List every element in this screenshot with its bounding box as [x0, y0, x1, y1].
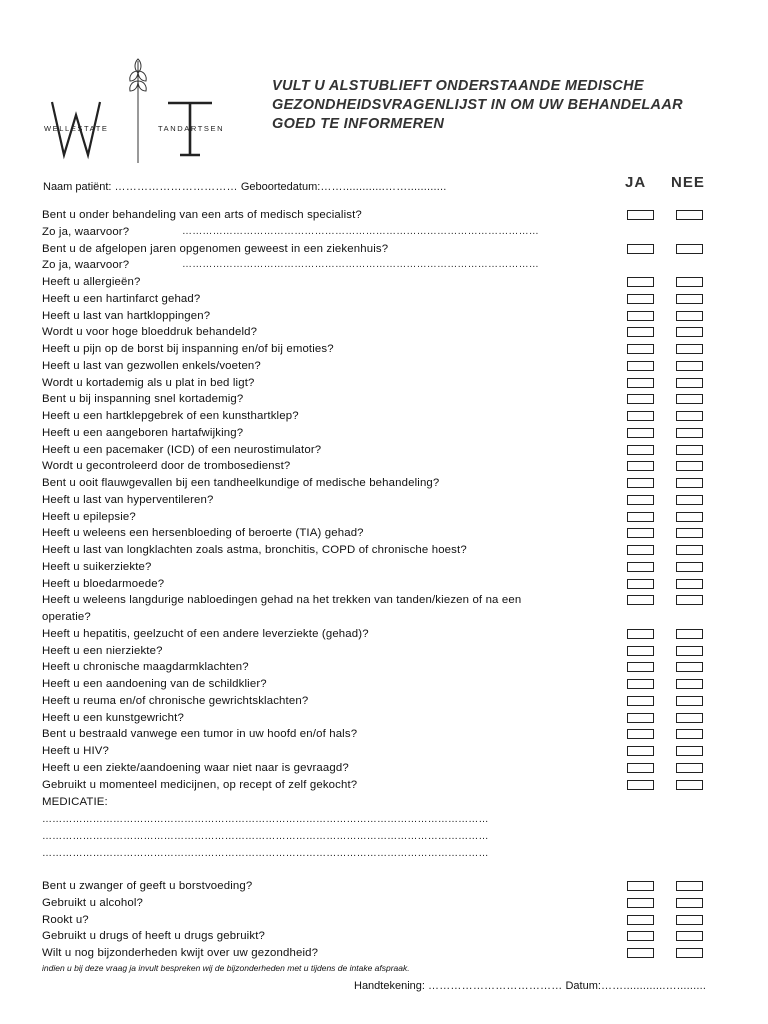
- question-text: Heeft u weleens langdurige nabloedingen gehad na het trekken van tanden/kiezen of na een: [42, 594, 522, 607]
- question-text: Heeft u chronische maagdarmklachten?: [42, 661, 249, 674]
- checkbox-nee[interactable]: [676, 898, 703, 908]
- checkbox-ja[interactable]: [627, 478, 654, 488]
- medication-label: MEDICATIE:: [42, 796, 108, 808]
- checkbox-ja[interactable]: [627, 244, 654, 254]
- question-text: Heeft u reuma en/of chronische gewrichtsklachten?: [42, 694, 309, 707]
- checkbox-nee[interactable]: [676, 746, 703, 756]
- checkbox-ja[interactable]: [627, 948, 654, 958]
- checkbox-ja[interactable]: [627, 629, 654, 639]
- checkbox-nee[interactable]: [676, 662, 703, 672]
- checkbox-nee[interactable]: [676, 277, 703, 287]
- checkbox-nee[interactable]: [676, 545, 703, 555]
- checkbox-nee[interactable]: [676, 461, 703, 471]
- checkbox-nee[interactable]: [676, 361, 703, 371]
- question-text: Bent u zwanger of geeft u borstvoeding?: [42, 880, 253, 892]
- question-text: Heeft u epilepsie?: [42, 510, 136, 523]
- form-heading: [272, 77, 742, 134]
- intake-note: indien u bij deze vraag ja invult bespreken wij de bijzonderheden met u tijdens de intake afspraak.: [42, 963, 410, 973]
- question-text: Heeft u HIV?: [42, 745, 110, 757]
- question-text: Bent u onder behandeling van een arts of medisch specialist?: [42, 209, 362, 221]
- question-text: Wilt u nog bijzonderheden kwijt over uw gezondheid?: [42, 947, 319, 960]
- clinic-logo: [40, 55, 250, 170]
- question-text: Heeft u suikerziekte?: [42, 560, 152, 573]
- dob-field[interactable]: …….............……............: [320, 181, 447, 193]
- checkbox-nee[interactable]: [676, 931, 703, 941]
- question-text: Zo ja, waarvoor? ……………………………………………………………………………………………: [42, 259, 539, 272]
- checkbox-ja[interactable]: [627, 361, 654, 371]
- checkbox-ja[interactable]: [627, 428, 654, 438]
- checkbox-nee[interactable]: [676, 512, 703, 522]
- checkbox-ja[interactable]: [627, 277, 654, 287]
- checkbox-nee[interactable]: [676, 713, 703, 723]
- checkbox-nee[interactable]: [676, 881, 703, 891]
- question-text: Heeft u weleens een hersenbloeding of beroerte (TIA) gehad?: [42, 527, 364, 540]
- checkbox-ja[interactable]: [627, 746, 654, 756]
- question-text: Bent u bestraald vanwege een tumor in uw hoofd en/of hals?: [42, 728, 358, 741]
- checkbox-nee[interactable]: [676, 729, 703, 739]
- checkbox-ja[interactable]: [627, 679, 654, 689]
- question-text: Wordt u gecontroleerd door de trombosedienst?: [42, 460, 291, 473]
- question-text: Heeft u een aandoening van de schildklier?: [42, 678, 267, 690]
- logo-left-word: WELLESTATE: [44, 124, 109, 133]
- question-text: Heeft u allergieën?: [42, 276, 141, 288]
- logo-right-word: TANDARTSEN: [158, 124, 225, 133]
- checkbox-ja[interactable]: [627, 931, 654, 941]
- checkbox-ja[interactable]: [627, 411, 654, 421]
- question-text: Gebruikt u momenteel medicijnen, op recept of zelf gekocht?: [42, 778, 358, 791]
- checkbox-ja[interactable]: [627, 662, 654, 672]
- patient-line: [43, 180, 447, 194]
- checkbox-nee[interactable]: [676, 244, 703, 254]
- checkbox-nee[interactable]: [676, 445, 703, 455]
- date-label: Datum:: [565, 980, 601, 992]
- checkbox-ja[interactable]: [627, 327, 654, 337]
- checkbox-nee[interactable]: [676, 763, 703, 773]
- checkbox-nee[interactable]: [676, 210, 703, 220]
- checkbox-nee[interactable]: [676, 411, 703, 421]
- checkbox-ja[interactable]: [627, 545, 654, 555]
- checkbox-nee[interactable]: [676, 327, 703, 337]
- checkbox-ja[interactable]: [627, 294, 654, 304]
- heading-line-3: GOED TE INFORMEREN: [272, 116, 445, 132]
- checkbox-nee[interactable]: [676, 948, 703, 958]
- checkbox-ja[interactable]: [627, 394, 654, 404]
- checkbox-nee[interactable]: [676, 646, 703, 656]
- checkbox-ja[interactable]: [627, 210, 654, 220]
- question-text: Heeft u een nierziekte?: [42, 644, 163, 657]
- question-text: Heeft u een pacemaker (ICD) of een neurostimulator?: [42, 443, 322, 456]
- question-text: operatie?: [42, 611, 91, 623]
- checkbox-nee[interactable]: [676, 344, 703, 354]
- checkbox-ja[interactable]: [627, 512, 654, 522]
- question-text: Zo ja, waarvoor? ……………………………………………………………………………………………: [42, 225, 539, 238]
- checkbox-ja[interactable]: [627, 528, 654, 538]
- question-text: Gebruikt u alcohol?: [42, 896, 143, 909]
- question-text: Heeft u een kunstgewricht?: [42, 711, 184, 724]
- checkbox-nee[interactable]: [676, 595, 703, 605]
- question-text: Heeft u pijn op de borst bij inspanning en/of bij emoties?: [42, 343, 334, 355]
- signature-field[interactable]: ………………………………: [428, 980, 563, 992]
- checkbox-ja[interactable]: [627, 763, 654, 773]
- heading-line-2: GEZONDHEIDSVRAGENLIJST IN OM UW BEHANDELAAR: [272, 97, 683, 113]
- checkbox-ja[interactable]: [627, 898, 654, 908]
- checkbox-ja[interactable]: [627, 344, 654, 354]
- question-text: Bent u de afgelopen jaren opgenomen geweest in een ziekenhuis?: [42, 242, 389, 255]
- answer-field[interactable]: ……………………………………………………………………………………………: [182, 225, 539, 237]
- question-text: Bent u ooit flauwgevallen bij een tandheelkundige of medische behandeling?: [42, 477, 440, 489]
- signature-label: Handtekening:: [354, 980, 425, 992]
- checkbox-ja[interactable]: [627, 646, 654, 656]
- date-field[interactable]: …….............….........: [600, 980, 707, 992]
- checkbox-ja[interactable]: [627, 780, 654, 790]
- checkbox-ja[interactable]: [627, 378, 654, 388]
- name-label: Naam patiënt:: [43, 181, 112, 193]
- medication-line-3[interactable]: ……………………………………………………………………………………………………………………: [42, 848, 489, 859]
- question-text: Heeft u bloedarmoede?: [42, 577, 165, 590]
- question-text: Gebruikt u drugs of heeft u drugs gebruikt?: [42, 930, 265, 943]
- column-ja: JA: [625, 174, 647, 191]
- checkbox-ja[interactable]: [627, 729, 654, 739]
- checkbox-nee[interactable]: [676, 696, 703, 706]
- checkbox-nee[interactable]: [676, 394, 703, 404]
- checkbox-nee[interactable]: [676, 378, 703, 388]
- checkbox-ja[interactable]: [627, 461, 654, 471]
- wheat-logo-icon: [40, 55, 250, 170]
- heading-line-1: VULT U ALSTUBLIEFT ONDERSTAANDE MEDISCHE: [272, 78, 644, 94]
- checkbox-ja[interactable]: [627, 311, 654, 321]
- checkbox-ja[interactable]: [627, 713, 654, 723]
- question-text: Heeft u hepatitis, geelzucht of een andere leverziekte (gehad)?: [42, 627, 369, 640]
- question-text: Heeft u een hartinfarct gehad?: [42, 292, 201, 305]
- question-text: Wordt u voor hoge bloeddruk behandeld?: [42, 326, 258, 339]
- question-text: Heeft u last van hartkloppingen?: [42, 309, 211, 322]
- question-text: Bent u bij inspanning snel kortademig?: [42, 393, 244, 406]
- checkbox-nee[interactable]: [676, 428, 703, 438]
- question-text: Heeft u last van longklachten zoals astma, bronchitis, COPD of chronische hoest?: [42, 544, 467, 556]
- checkbox-nee[interactable]: [676, 528, 703, 538]
- checkbox-nee[interactable]: [676, 311, 703, 321]
- checkbox-ja[interactable]: [627, 562, 654, 572]
- checkbox-nee[interactable]: [676, 629, 703, 639]
- checkbox-nee[interactable]: [676, 579, 703, 589]
- dob-label: Geboortedatum:: [240, 181, 321, 193]
- question-text: Heeft u een aangeboren hartafwijking?: [42, 426, 244, 439]
- question-text: Heeft u een hartklepgebrek of een kunsthartklep?: [42, 410, 299, 422]
- checkbox-ja[interactable]: [627, 579, 654, 589]
- checkbox-ja[interactable]: [627, 915, 654, 925]
- checkbox-nee[interactable]: [676, 294, 703, 304]
- checkbox-nee[interactable]: [676, 562, 703, 572]
- checkbox-nee[interactable]: [676, 478, 703, 488]
- question-text: Heeft u een ziekte/aandoening waar niet naar is gevraagd?: [42, 761, 349, 774]
- column-nee: NEE: [671, 174, 705, 191]
- signature-line: [354, 980, 706, 992]
- question-text: Heeft u last van hyperventileren?: [42, 493, 214, 506]
- checkbox-nee[interactable]: [676, 780, 703, 790]
- checkbox-ja[interactable]: [627, 696, 654, 706]
- checkbox-nee[interactable]: [676, 679, 703, 689]
- medication-line-1[interactable]: ……………………………………………………………………………………………………………………: [42, 814, 489, 825]
- question-text: Heeft u last van gezwollen enkels/voeten?: [42, 359, 261, 372]
- name-field[interactable]: ……………………………: [114, 181, 238, 193]
- checkbox-nee[interactable]: [676, 495, 703, 505]
- checkbox-ja[interactable]: [627, 495, 654, 505]
- medication-line-2[interactable]: ……………………………………………………………………………………………………………………: [42, 831, 489, 842]
- question-text: Wordt u kortademig als u plat in bed ligt?: [42, 376, 255, 389]
- checkbox-ja[interactable]: [627, 445, 654, 455]
- checkbox-nee[interactable]: [676, 915, 703, 925]
- checkbox-ja[interactable]: [627, 881, 654, 891]
- question-text: Rookt u?: [42, 913, 89, 926]
- checkbox-ja[interactable]: [627, 595, 654, 605]
- answer-field[interactable]: ……………………………………………………………………………………………: [182, 259, 539, 271]
